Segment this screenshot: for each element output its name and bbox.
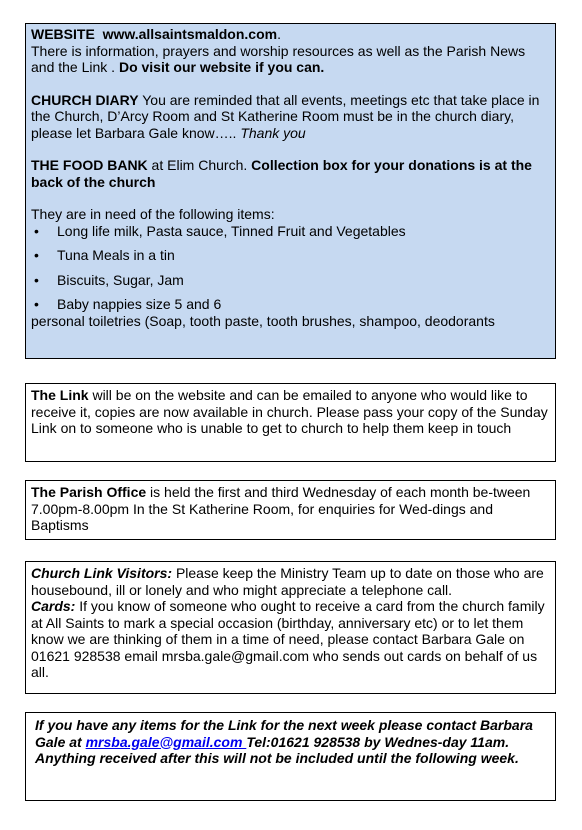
website-emphasis: Do visit our website if you can. [118, 59, 325, 75]
contact-email-link[interactable]: mrsba.gale@gmail.com [85, 733, 247, 750]
website-label: WEBSITE [31, 26, 95, 42]
foodbank-extra: personal toiletries (Soap, tooth paste, tooth brushes, shampoo, deodorants [31, 312, 495, 329]
parish-office-box [25, 480, 556, 540]
visitors-label: Church Link Visitors: [31, 565, 173, 581]
visitors-text: Please keep the Ministry Team up to date on those who are housebound, ill or lonely and who might appreciate a telephone call. [31, 565, 544, 598]
parish-office-label: The Parish Office [31, 484, 147, 500]
contact-box [25, 712, 556, 801]
website-text: There is information, prayers and worship resources as well as the Parish News and the Link . [31, 42, 526, 75]
visitors-box [25, 561, 556, 694]
contact-paragraph [35, 717, 547, 750]
diary-thanks: Thank you [240, 124, 306, 141]
bullet-icon: • [34, 222, 39, 239]
diary-paragraph [31, 92, 551, 142]
link-notice-label: The Link [31, 387, 89, 403]
parish-office-text: is held the first and third Wednesday of each month be-tween 7.00pm-8.00pm In the St Katherine Room, for enquiries for Wed-dings and Baptisms [31, 484, 531, 533]
cards-paragraph [31, 598, 551, 681]
website-url[interactable]: www.allsaintsmaldon.com [102, 26, 278, 42]
info-box [25, 23, 556, 359]
diary-label: CHURCH DIARY [31, 91, 139, 108]
list-item: • Tuna Meals in a tin [34, 247, 175, 263]
bullet-icon: • [34, 271, 39, 288]
cards-label: Cards: [31, 598, 76, 614]
link-notice-text: will be on the website and can be emailed to anyone who would like to receive it, copies are now available in church. Please pass your copy of the Sunday Link on to someone who is unable to get to church to help them keep in touch [31, 387, 548, 436]
foodbank-items-list [31, 223, 551, 313]
contact-warning: Anything received after this will not be included until the following week. [35, 750, 519, 766]
bullet-icon: • [34, 247, 39, 263]
diary-text: You are reminded that all events, meetings etc that take place in the Church, D’Arcy Room and St Katherine Room must be in the church diary, please let Barbara Gale know….. [31, 91, 540, 141]
foodbank-text: at Elim Church. [147, 157, 252, 173]
contact-text-before: If you have any items for the Link for the next week please contact Barbara Gale at [35, 717, 533, 750]
link-notice-paragraph [31, 387, 551, 437]
visitors-paragraph [31, 565, 551, 598]
foodbank-paragraph [31, 157, 551, 190]
link-notice-box [25, 383, 556, 462]
parish-office-paragraph [31, 484, 551, 534]
contact-text-after: Tel:01621 928538 by Wednes-day 11am. [246, 733, 510, 750]
list-item: • Baby nappies size 5 and 6 [34, 296, 222, 312]
list-item: • Biscuits, Sugar, Jam [34, 271, 184, 288]
website-after-url: . [277, 26, 281, 42]
list-item: • Long life milk, Pasta sauce, Tinned Fruit and Vegetables [34, 222, 406, 239]
bullet-icon: • [34, 296, 39, 312]
website-paragraph [31, 26, 551, 76]
foodbank-emphasis: Collection box for your donations is at the back of the church [31, 157, 532, 190]
foodbank-intro: They are in need of the following items: [31, 206, 275, 222]
cards-text: If you know of someone who ought to receive a card from the church family at All Saints to mark a special occasion (birthday, anniversary etc) or to let them know we are thinking of them in a time of need, please contact Barbara Gale on 01621 928538 email mrsba.gale@gmail.com who sends out cards on behalf of us all. [31, 598, 545, 680]
foodbank-label: THE FOOD BANK [31, 157, 148, 173]
